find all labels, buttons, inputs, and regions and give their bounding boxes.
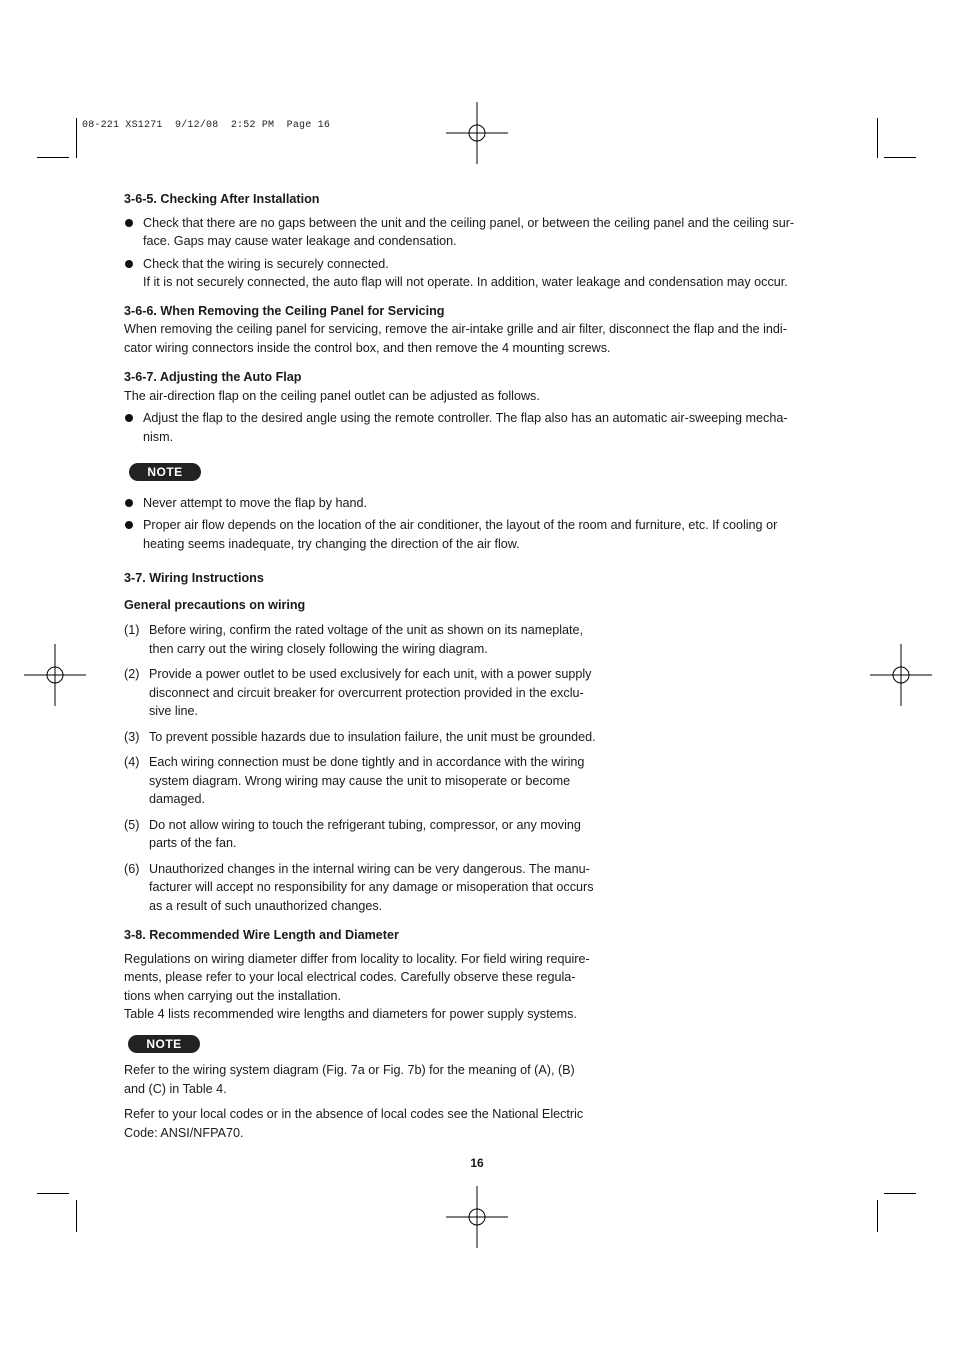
bullet-item: Adjust the flap to the desired angle using the remote controller. The flap also has an automatic air-sweeping mecha- nism. xyxy=(124,409,824,446)
registration-mark xyxy=(24,644,86,706)
section-heading-3-8: 3-8. Recommended Wire Length and Diameter xyxy=(124,928,399,942)
crop-mark xyxy=(76,1200,77,1232)
crop-mark xyxy=(877,118,878,158)
crop-mark xyxy=(877,1200,878,1232)
paragraph: When removing the ceiling panel for servicing, remove the air-intake grille and air filter, disconnect the flap and the indi- cator wiring connectors inside the control box, and then remove the 4 mounting screws. xyxy=(124,322,787,355)
section-heading-3-7: 3-7. Wiring Instructions xyxy=(124,571,264,585)
section-heading-3-6-6: 3-6-6. When Removing the Ceiling Panel for Servicing xyxy=(124,303,445,318)
bullet-item: Never attempt to move the flap by hand. xyxy=(124,494,824,513)
registration-mark xyxy=(870,644,932,706)
bullet-item: Check that the wiring is securely connected. If it is not securely connected, the auto flap will not operate. In addition, water leakage and condensation may occur. xyxy=(124,255,824,292)
paragraph: Regulations on wiring diameter differ from locality to locality. For field wiring require- ments, please refer to your local electrical codes. Carefully observe these regula- tions when carrying out the installation. Table 4 lists recommended wire lengths and diameters for power supply systems. xyxy=(124,951,590,1021)
crop-mark xyxy=(37,1193,69,1194)
list-item: (1) Before wiring, confirm the rated voltage of the unit as shown on its nameplate, then carry out the wiring closely following the wiring diagram. xyxy=(124,623,584,656)
paragraph: Refer to the wiring system diagram (Fig. 7a or Fig. 7b) for the meaning of (A), (B) and (C) in Table 4. xyxy=(124,1063,575,1096)
crop-mark xyxy=(884,157,916,158)
registration-mark xyxy=(446,1186,508,1248)
list-item: (3) To prevent possible hazards due to insulation failure, the unit must be grounded. xyxy=(124,729,596,744)
section-heading-3-6-5: 3-6-5. Checking After Installation xyxy=(124,192,320,206)
crop-mark xyxy=(76,118,77,158)
section-heading-3-6-7: 3-6-7. Adjusting the Auto Flap xyxy=(124,370,302,384)
bullet-item: Check that there are no gaps between the unit and the ceiling panel, or between the ceiling panel and the ceiling sur- face. Gaps may cause water leakage and condensation. xyxy=(124,214,824,251)
crop-mark xyxy=(37,157,69,158)
list-item: (2) Provide a power outlet to be used exclusively for each unit, with a power supply disconnect and circuit breaker for overcurrent protection provided in the exclu- sive line. xyxy=(124,667,592,718)
paragraph: Refer to your local codes or in the absence of local codes see the National Electric Code: ANSI/NFPA70. xyxy=(124,1107,584,1140)
page-content xyxy=(124,190,824,1142)
paragraph: The air-direction flap on the ceiling panel outlet can be adjusted as follows. xyxy=(124,388,540,403)
list-item: (6) Unauthorized changes in the internal wiring can be very dangerous. The manu- facturer will accept no responsibility for any damage or misoperation that occurs as a result of such unauthorized changes. xyxy=(124,861,594,913)
bullet-item: Proper air flow depends on the location of the air conditioner, the layout of the room and furniture, etc. If cooling or heating seems inadequate, try changing the direction of the air flow. xyxy=(124,516,824,553)
list-item: (4) Each wiring connection must be done tightly and in accordance with the wiring system diagram. Wrong wiring may cause the unit to misoperate or become damaged. xyxy=(124,755,585,806)
note-badge: NOTE xyxy=(129,463,201,481)
crop-mark xyxy=(884,1193,916,1194)
note-badge: NOTE xyxy=(128,1035,200,1053)
registration-mark xyxy=(446,102,508,164)
page-number: 16 xyxy=(470,1156,484,1170)
list-item: (5) Do not allow wiring to touch the refrigerant tubing, compressor, or any moving parts of the fan. xyxy=(124,817,581,850)
print-slug: 08-221 XS1271 9/12/08 2:52 PM Page 16 xyxy=(82,120,331,131)
subheading: General precautions on wiring xyxy=(124,597,306,612)
